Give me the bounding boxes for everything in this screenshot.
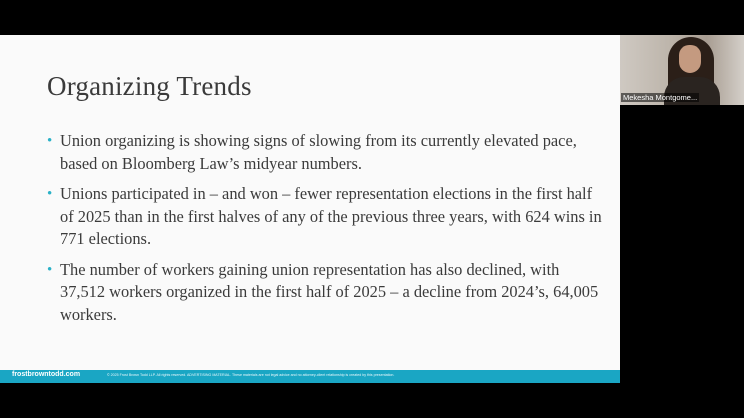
- footer-brand: frostbrowntodd.com: [12, 371, 81, 378]
- bullet-item: [47, 259, 607, 327]
- participant-face: [679, 45, 701, 73]
- slide-footer: [0, 370, 620, 383]
- participant-video-tile[interactable]: [620, 35, 744, 105]
- bullet-dot-icon: •: [47, 133, 53, 149]
- presentation-slide: [0, 35, 620, 383]
- bullet-text: Union organizing is showing signs of slowing from its currently elevated pace, based on Bloomberg Law’s midyear numbers.: [60, 131, 577, 173]
- bullet-text: Unions participated in – and won – fewer representation elections in the first half of 2025 than in the first halves of any of the previous three years, with 624 wins in 771 elections.: [60, 184, 602, 248]
- bullet-item: [47, 130, 607, 175]
- participant-name-tag: Mekesha Montgome...: [623, 93, 698, 102]
- bullet-item: [47, 183, 607, 251]
- bullet-dot-icon: •: [47, 261, 53, 278]
- slide-title: Organizing Trends: [47, 71, 252, 101]
- bottom-bar: [0, 383, 744, 418]
- bullet-dot-icon: •: [47, 186, 53, 202]
- top-bar: [0, 0, 744, 35]
- footer-legal-text: © 2025 Frost Brown Todd LLP. All rights reserved. ADVERTISING MATERIAL. These materials are not legal advice and no attorney-client relationship is created by this presentation.: [107, 373, 395, 377]
- bullet-text: The number of workers gaining union representation has also declined, with 37,512 workers organized in the first half of 2025 – a decline from 2024’s, 64,005 workers.: [60, 259, 599, 324]
- bullet-list: [47, 130, 607, 334]
